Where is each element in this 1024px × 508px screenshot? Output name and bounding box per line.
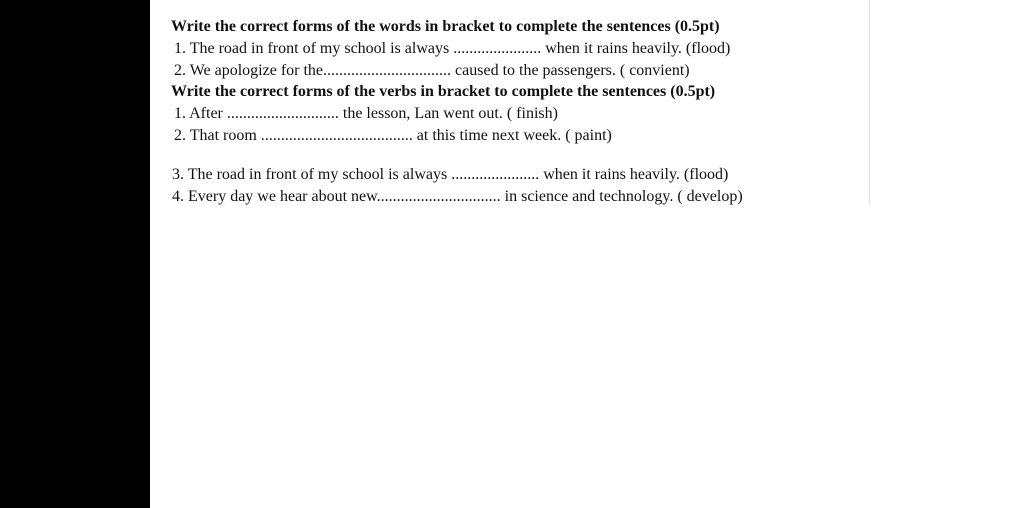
left-black-margin [0,0,150,508]
extra-item-4: 4. Every day we hear about new............................... in science and technology. ( develop) [172,188,743,205]
extra-item-3: 3. The road in front of my school is always ...................... when it rains heavily. (flood) [172,166,729,183]
section1-item-1: 1. The road in front of my school is always ...................... when it rains heavily. (flood) [174,40,731,57]
section2-heading: Write the correct forms of the verbs in bracket to complete the sentences (0.5pt) [171,83,716,100]
section1-heading: Write the correct forms of the words in bracket to complete the sentences (0.5pt) [171,18,720,35]
section2-item-1: 1. After ............................ the lesson, Lan went out. ( finish) [174,105,558,122]
section1-item-2: 2. We apologize for the................................ caused to the passengers. ( convient) [174,62,690,79]
page-right-edge [869,0,870,205]
section2-item-2: 2. That room ...................................... at this time next week. ( paint) [174,127,612,144]
